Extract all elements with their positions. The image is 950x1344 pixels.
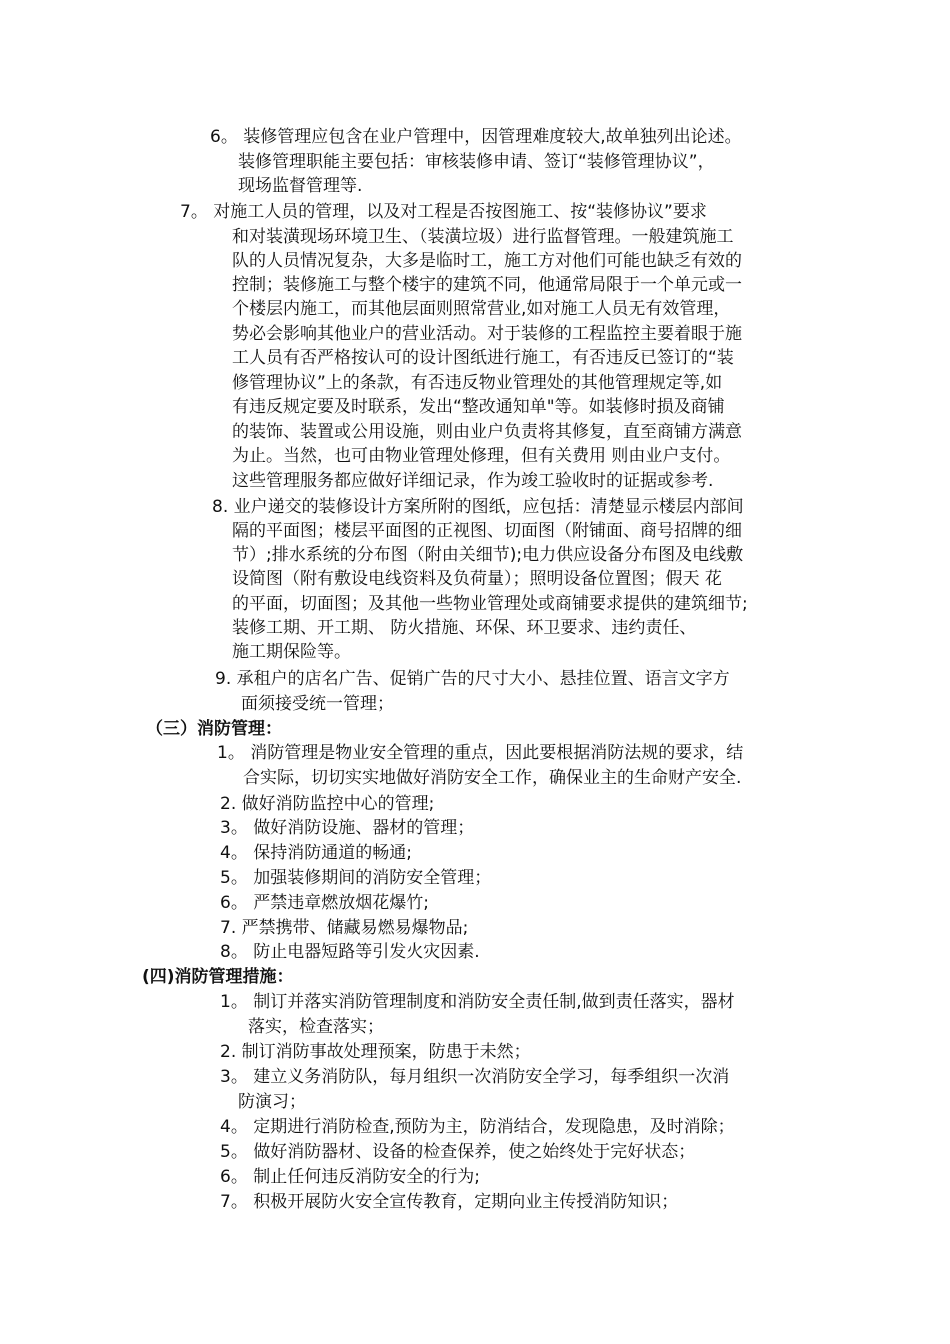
section-heading-fire-measures: (四)消防管理措施： [142, 967, 294, 987]
list-item-7-line-6: 势必会影响其他业户的营业活动。对于装修的工程监控主要着眼于施 [232, 324, 742, 344]
list-item-7-line-10: 的装饰、装置或公用设施，则由业户负责将其修复，直至商铺方满意 [232, 422, 742, 442]
measure-item-3-line-1: 3。 建立义务消防队，每月组织一次消防安全学习，每季组织一次消 [220, 1067, 730, 1087]
list-item-8-line-1: 8. 业户递交的装修设计方案所附的图纸，应包括：清楚显示楼层内部间 [212, 497, 744, 517]
fire-item-1-line-1: 1。 消防管理是物业安全管理的重点，因此要根据消防法规的要求，结 [217, 743, 744, 763]
list-item-7-line-7: 工人员有否严格按认可的设计图纸进行施工，有否违反已签订的“装 [232, 348, 734, 368]
fire-item-3: 3。 做好消防设施、器材的管理； [220, 818, 475, 838]
fire-item-6: 6。 严禁违章燃放烟花爆竹; [220, 893, 429, 913]
fire-item-2: 2. 做好消防监控中心的管理; [220, 794, 435, 814]
list-item-7-line-5: 个楼层内施工，而其他层面则照常营业,如对施工人员无有效管理， [232, 299, 731, 319]
list-item-6-line-2: 装修管理职能主要包括：审核装修申请、签订“装修管理协议”， [238, 152, 715, 172]
list-item-7-line-1: 7。 对施工人员的管理，以及对工程是否按图施工、按“装修协议”要求 [180, 202, 707, 222]
list-item-9-line-2: 面须接受统一管理； [241, 694, 394, 714]
list-item-6-line-3: 现场监督管理等. [238, 176, 363, 196]
list-item-8-line-3: 节）;排水系统的分布图（附由关细节);电力供应设备分布图及电线敷 [232, 545, 744, 565]
fire-item-7: 7. 严禁携带、储藏易燃易爆物品; [220, 918, 469, 938]
list-item-7-line-4: 控制；装修施工与整个楼宇的建筑不同，他通常局限于一个单元或一 [232, 275, 742, 295]
measure-item-7: 7。 积极开展防火安全宣传教育，定期向业主传授消防知识； [220, 1192, 679, 1212]
list-item-7-line-11: 为止。当然，也可由物业管理处修理，但有关费用 则由业户支付。 [232, 446, 731, 466]
list-item-8-line-6: 装修工期、开工期、 防火措施、环保、环卫要求、违约责任、 [232, 618, 697, 638]
measure-item-6: 6。 制止任何违反消防安全的行为; [220, 1167, 480, 1187]
list-item-8-line-2: 隔的平面图；楼层平面图的正视图、切面图（附铺面、商号招牌的细 [232, 521, 742, 541]
fire-item-4: 4。 保持消防通道的畅通; [220, 843, 412, 863]
list-item-7-line-2: 和对装潢现场环境卫生、（装潢垃圾）进行监督管理。一般建筑施工 [232, 227, 734, 247]
list-item-7-line-9: 有违反规定要及时联系，发出“整改通知单"等。如装修时损及商铺 [232, 397, 725, 417]
list-item-7-line-12: 这些管理服务都应做好详细记录，作为竣工验收时的证据或参考. [232, 471, 714, 491]
measure-item-4: 4。 定期进行消防检查,预防为主，防消结合，发现隐患，及时消除； [220, 1117, 735, 1137]
measure-item-1-line-2: 落实，检查落实； [248, 1017, 384, 1037]
list-item-7-line-8: 修管理协议”上的条款，有否违反物业管理处的其他管理规定等,如 [232, 373, 723, 393]
fire-item-1-line-2: 合实际，切切实实地做好消防安全工作，确保业主的生命财产安全. [243, 768, 742, 788]
list-item-7-line-3: 队的人员情况复杂，大多是临时工，施工方对他们可能也缺乏有效的 [232, 251, 742, 271]
measure-item-1-line-1: 1。 制订并落实消防管理制度和消防安全责任制,做到责任落实，器材 [220, 992, 735, 1012]
list-item-8-line-5: 的平面，切面图；及其他一些物业管理处或商铺要求提供的建筑细节; [232, 594, 748, 614]
fire-item-5: 5。 加强装修期间的消防安全管理； [220, 868, 492, 888]
list-item-8-line-7: 施工期保险等。 [232, 642, 351, 662]
list-item-8-line-4: 设简图（附有敷设电线资料及负荷量）；照明设备位置图；假天 花 [232, 569, 722, 589]
measure-item-3-line-2: 防演习； [238, 1092, 306, 1112]
list-item-9-line-1: 9. 承租户的店名广告、促销广告的尺寸大小、悬挂位置、语言文字方 [215, 669, 730, 689]
measure-item-5: 5。 做好消防器材、设备的检查保养，使之始终处于完好状态； [220, 1142, 696, 1162]
section-heading-fire-management: （三）消防管理： [146, 719, 282, 739]
fire-item-8: 8。 防止电器短路等引发火灾因素. [220, 942, 480, 962]
list-item-6-line-1: 6。 装修管理应包含在业户管理中，因管理难度较大,故单独列出论述。 [210, 127, 742, 147]
measure-item-2: 2. 制订消防事故处理预案，防患于未然； [220, 1042, 531, 1062]
